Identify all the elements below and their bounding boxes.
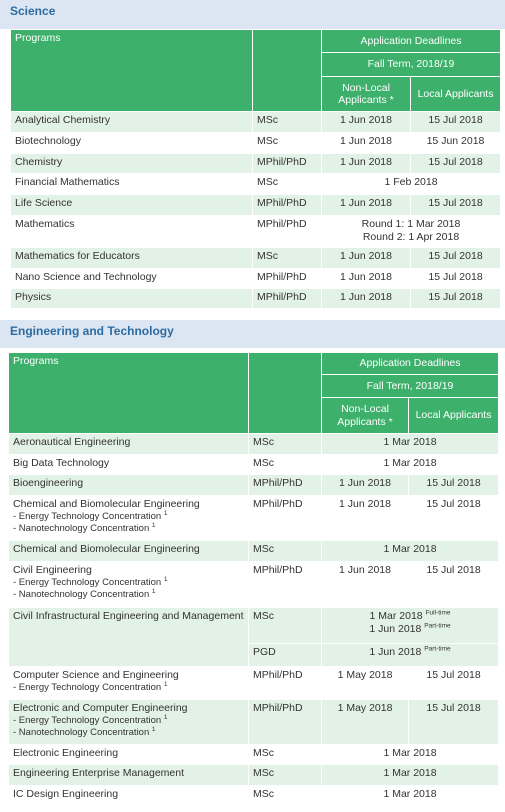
- program-name: Biotechnology: [11, 133, 253, 154]
- application-deadlines-header: Application Deadlines: [322, 353, 499, 375]
- table-row: [9, 608, 499, 644]
- science-deadlines-table: [10, 29, 501, 309]
- part-time-deadline: 1 Jun 2018 $^{Part-time}$: [369, 622, 451, 635]
- degree: MSc: [249, 745, 322, 765]
- table-row: [9, 496, 499, 541]
- merged-deadline: 1 Mar 2018: [322, 765, 499, 786]
- program-name: Aeronautical Engineering: [9, 434, 249, 455]
- concentration-nano: - Nanotechnology Concentration $^1$: [13, 725, 156, 738]
- merged-deadline: 1 Mar 2018: [322, 745, 499, 765]
- concentration-energy: - Energy Technology Concentration $^1$: [13, 680, 168, 693]
- program-cell: [9, 667, 249, 700]
- table-row: [11, 248, 501, 269]
- table-row: [11, 112, 501, 133]
- merged-deadline: 1 Mar 2018: [322, 455, 499, 475]
- degree: MPhil/PhD: [253, 269, 322, 289]
- local-deadline: 15 Jul 2018: [411, 154, 501, 174]
- programs-header: Programs: [9, 353, 249, 434]
- local-deadline: 15 Jul 2018: [411, 195, 501, 216]
- program-name: Nano Science and Technology: [11, 269, 253, 289]
- non-local-deadline: 1 Jun 2018: [322, 154, 411, 174]
- degree: MSc: [253, 112, 322, 133]
- full-time-deadline: 1 Mar 2018 $^{Full-time}$: [369, 609, 451, 622]
- non-local-deadline: 1 Jun 2018: [322, 195, 411, 216]
- table-row: [9, 475, 499, 496]
- program-name: Analytical Chemistry: [11, 112, 253, 133]
- degree: MSc: [253, 133, 322, 154]
- program-name: Electronic and Computer Engineering: [13, 702, 188, 714]
- program-cell: [9, 496, 249, 541]
- application-deadlines-header: Application Deadlines: [322, 30, 501, 53]
- merged-deadline: 1 Mar 2018: [322, 786, 499, 806]
- local-deadline: 15 Jul 2018: [409, 700, 499, 745]
- degree: MPhil/PhD: [253, 195, 322, 216]
- engineering-deadlines-table: [8, 352, 499, 806]
- table-row: [11, 269, 501, 289]
- merged-deadline: 1 Mar 2018: [322, 541, 499, 562]
- concentration-energy: - Energy Technology Concentration $^1$: [13, 509, 168, 522]
- program-name: Chemical and Biomolecular Engineering: [13, 498, 200, 510]
- table-row: [9, 455, 499, 475]
- degree: MPhil/PhD: [249, 700, 322, 745]
- non-local-header: Non-Local Applicants *: [322, 77, 411, 112]
- table-row: [9, 765, 499, 786]
- local-deadline: 15 Jul 2018: [411, 112, 501, 133]
- program-cell: [9, 562, 249, 608]
- non-local-deadline: 1 Jun 2018: [322, 269, 411, 289]
- local-deadline: 15 Jun 2018: [411, 133, 501, 154]
- programs-header: Programs: [11, 30, 253, 112]
- degree-header: [249, 353, 322, 434]
- degree: MSc: [249, 434, 322, 455]
- degree: MSc: [249, 455, 322, 475]
- program-name: Electronic Engineering: [9, 745, 249, 765]
- local-deadline: 15 Jul 2018: [411, 269, 501, 289]
- program-name: Chemical and Biomolecular Engineering: [9, 541, 249, 562]
- table-row: [9, 700, 499, 745]
- engineering-section: [0, 320, 505, 800]
- table-row: [9, 745, 499, 765]
- table-row: [11, 289, 501, 309]
- degree-header: [253, 30, 322, 112]
- non-local-deadline: 1 Jun 2018: [322, 562, 409, 608]
- local-deadline: 15 Jul 2018: [409, 475, 499, 496]
- table-row: [9, 562, 499, 608]
- non-local-deadline: 1 Jun 2018: [322, 496, 409, 541]
- table-row: [9, 541, 499, 562]
- degree: MSc: [249, 608, 322, 644]
- merged-deadline: 1 Jun 2018 $^{Part-time}$: [322, 644, 499, 667]
- non-local-deadline: 1 May 2018: [322, 667, 409, 700]
- local-deadline: 15 Jul 2018: [409, 667, 499, 700]
- program-name: Computer Science and Engineering: [13, 669, 179, 681]
- table-row: [11, 133, 501, 154]
- non-local-deadline: 1 Jun 2018: [322, 248, 411, 269]
- merged-deadline: [322, 608, 499, 644]
- concentration-nano: - Nanotechnology Concentration $^1$: [13, 521, 156, 534]
- table-row: [9, 786, 499, 806]
- local-header: Local Applicants: [409, 398, 499, 434]
- local-deadline: 15 Jul 2018: [409, 496, 499, 541]
- program-name: IC Design Engineering: [9, 786, 249, 806]
- program-name: Financial Mathematics: [11, 174, 253, 195]
- program-name: Physics: [11, 289, 253, 309]
- table-row: [11, 174, 501, 195]
- program-name: Civil Engineering: [13, 564, 92, 576]
- program-name: Bioengineering: [9, 475, 249, 496]
- merged-deadline: 1 Mar 2018: [322, 434, 499, 455]
- concentration-nano: - Nanotechnology Concentration $^1$: [13, 587, 156, 600]
- merged-deadline: [322, 216, 501, 248]
- merged-deadline: 1 Feb 2018: [322, 174, 501, 195]
- round-1-deadline: Round 1: 1 Mar 2018: [361, 218, 461, 230]
- degree: MSc: [249, 541, 322, 562]
- local-header: Local Applicants: [411, 77, 501, 112]
- degree: MPhil/PhD: [249, 562, 322, 608]
- local-deadline: 15 Jul 2018: [411, 248, 501, 269]
- table-row: [11, 216, 501, 248]
- concentration-energy: - Energy Technology Concentration $^1$: [13, 713, 168, 726]
- non-local-deadline: 1 Jun 2018: [322, 475, 409, 496]
- local-deadline: 15 Jul 2018: [409, 562, 499, 608]
- degree: MPhil/PhD: [253, 154, 322, 174]
- term-header: Fall Term, 2018/19: [322, 375, 499, 398]
- concentration-energy: - Energy Technology Concentration $^1$: [13, 575, 168, 588]
- table-row: [11, 195, 501, 216]
- science-section: [0, 0, 505, 303]
- non-local-deadline: 1 Jun 2018: [322, 133, 411, 154]
- program-name: Engineering Enterprise Management: [9, 765, 249, 786]
- non-local-deadline: 1 May 2018: [322, 700, 409, 745]
- table-row: [9, 667, 499, 700]
- local-deadline: 15 Jul 2018: [411, 289, 501, 309]
- degree: MPhil/PhD: [249, 667, 322, 700]
- degree: MPhil/PhD: [253, 289, 322, 309]
- science-section-title: Science: [0, 0, 505, 29]
- degree: MPhil/PhD: [249, 475, 322, 496]
- program-name: Mathematics: [11, 216, 253, 248]
- degree: PGD: [249, 644, 322, 667]
- table-row: [11, 154, 501, 174]
- table-row: [9, 434, 499, 455]
- non-local-header: Non-Local Applicants *: [322, 398, 409, 434]
- program-name: Chemistry: [11, 154, 253, 174]
- non-local-deadline: 1 Jun 2018: [322, 289, 411, 309]
- program-name: Life Science: [11, 195, 253, 216]
- degree: MPhil/PhD: [253, 216, 322, 248]
- engineering-section-title: Engineering and Technology: [0, 320, 505, 348]
- program-name: Mathematics for Educators: [11, 248, 253, 269]
- degree: MPhil/PhD: [249, 496, 322, 541]
- program-cell: [9, 700, 249, 745]
- degree: MSc: [253, 174, 322, 195]
- non-local-deadline: 1 Jun 2018: [322, 112, 411, 133]
- program-name: Big Data Technology: [9, 455, 249, 475]
- degree: MSc: [249, 786, 322, 806]
- degree: MSc: [249, 765, 322, 786]
- round-2-deadline: Round 2: 1 Apr 2018: [362, 230, 460, 243]
- term-header: Fall Term, 2018/19: [322, 53, 501, 77]
- program-name: Civil Infrastructural Engineering and Management: [9, 608, 249, 667]
- degree: MSc: [253, 248, 322, 269]
